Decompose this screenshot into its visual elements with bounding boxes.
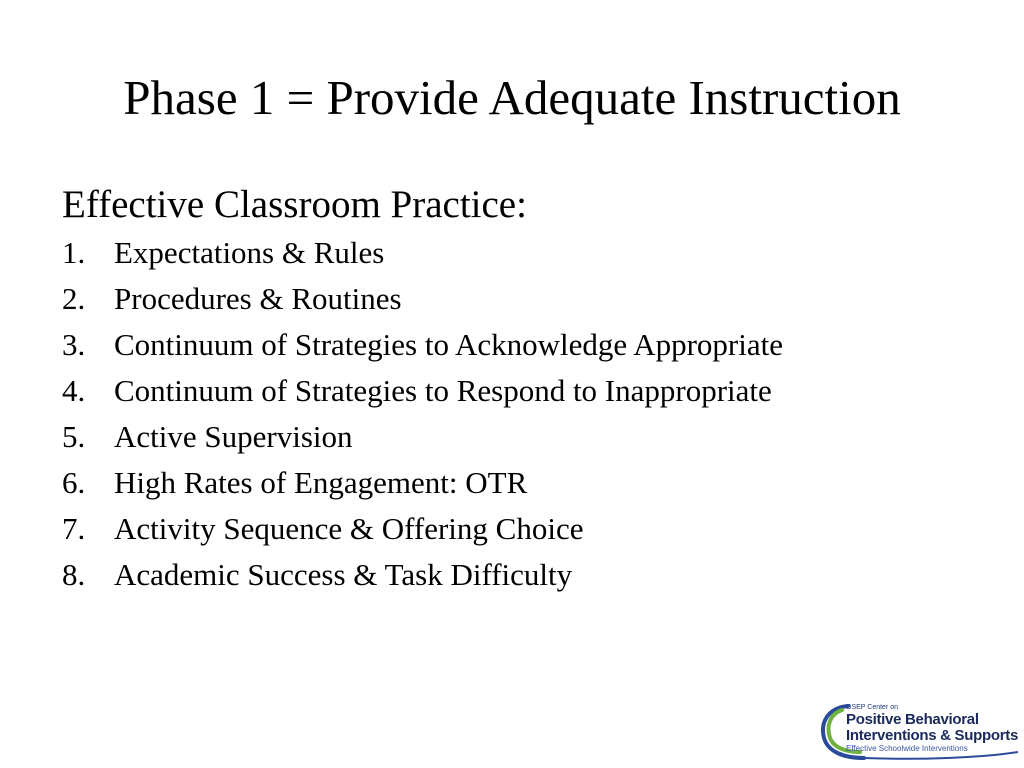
list-item-text: Procedures & Routines bbox=[114, 281, 402, 316]
list-item bbox=[62, 460, 1002, 506]
subheading: Effective Classroom Practice: bbox=[62, 183, 527, 226]
logo-tagline: Effective Schoolwide Interventions bbox=[846, 744, 968, 753]
list-item-number: 8. bbox=[62, 557, 86, 592]
list-item bbox=[62, 276, 1002, 322]
practice-list bbox=[62, 230, 1002, 598]
list-item-text: Activity Sequence & Offering Choice bbox=[114, 511, 584, 546]
list-item-text: Continuum of Strategies to Respond to Inappropriate bbox=[114, 373, 772, 408]
pbis-logo bbox=[820, 702, 1020, 760]
list-item-number: 4. bbox=[62, 373, 86, 408]
list-item-text: Expectations & Rules bbox=[114, 235, 385, 270]
list-item-number: 7. bbox=[62, 511, 86, 546]
list-item bbox=[62, 230, 1002, 276]
list-item-number: 1. bbox=[62, 235, 86, 270]
list-item bbox=[62, 414, 1002, 460]
list-item bbox=[62, 506, 1002, 552]
logo-small-text: OSEP Center on bbox=[846, 704, 899, 711]
list-item-text: Academic Success & Task Difficulty bbox=[114, 557, 573, 592]
list-item-text: Continuum of Strategies to Acknowledge Appropriate bbox=[114, 327, 783, 362]
slide-title: Phase 1 = Provide Adequate Instruction bbox=[123, 70, 901, 125]
list-item bbox=[62, 552, 1002, 598]
list-item-number: 5. bbox=[62, 419, 86, 454]
slide-content bbox=[62, 182, 1002, 598]
list-item bbox=[62, 368, 1002, 414]
list-item-text: Active Supervision bbox=[114, 419, 353, 454]
logo-line-2: Interventions & Supports bbox=[846, 727, 1018, 744]
list-item-number: 6. bbox=[62, 465, 86, 500]
list-item-number: 2. bbox=[62, 281, 86, 316]
list-item-number: 3. bbox=[62, 327, 86, 362]
list-item bbox=[62, 322, 1002, 368]
list-item-text: High Rates of Engagement: OTR bbox=[114, 465, 528, 500]
logo-line-1: Positive Behavioral bbox=[846, 711, 979, 728]
